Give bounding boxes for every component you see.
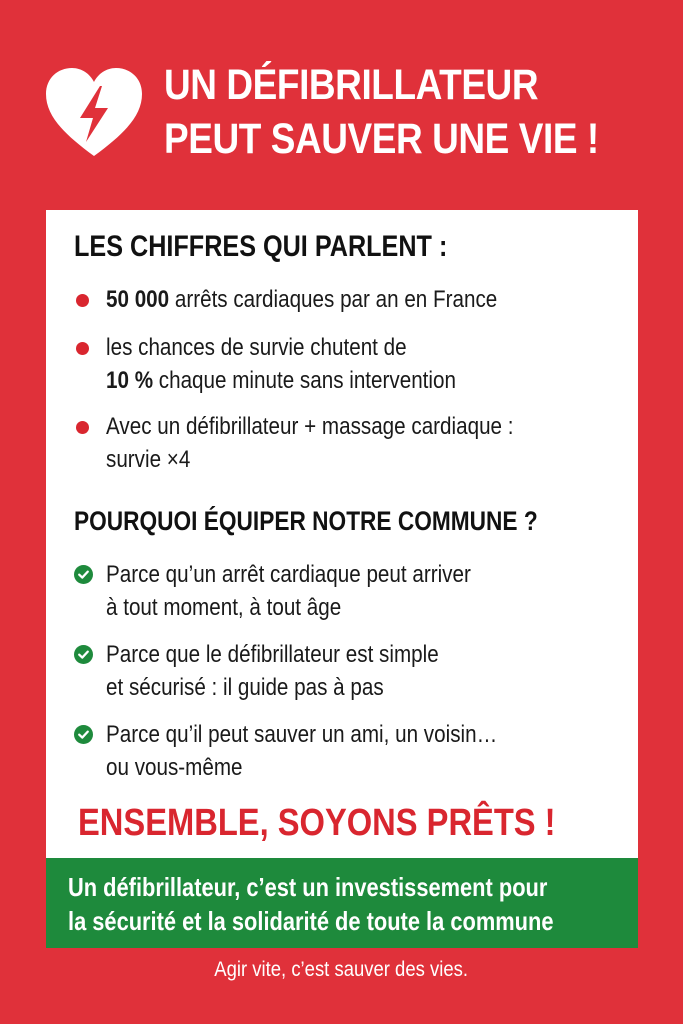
header xyxy=(0,0,683,210)
info-card xyxy=(46,210,638,858)
check-circle-icon xyxy=(74,565,93,584)
slogan: ENSEMBLE, SOYONS PRÊTS ! xyxy=(78,802,556,844)
heart-lightning-icon xyxy=(44,66,144,158)
stat-text: Avec un défibrillateur + massage cardiaque : xyxy=(106,413,514,440)
stat-text: arrêts cardiaques par an en France xyxy=(169,286,498,313)
stat-value: 50 000 xyxy=(106,286,170,313)
reason-text: ou vous-même xyxy=(106,754,243,781)
title-line-1: UN DÉFIBRILLATEUR xyxy=(164,61,539,109)
page-title xyxy=(164,58,603,166)
title-line-2: PEUT SAUVER UNE VIE ! xyxy=(164,115,599,163)
stat-text: les chances de survie chutent de xyxy=(106,334,407,361)
stat-text: chaque minute sans intervention xyxy=(153,367,456,394)
reason-text: Parce qu’il peut sauver un ami, un voisin… xyxy=(106,721,498,748)
banner-line-2: la sécurité et la solidarité de toute la commune xyxy=(68,906,554,936)
stat-text: survie ×4 xyxy=(106,446,191,473)
check-circle-icon xyxy=(74,645,93,664)
stats-heading: LES CHIFFRES QUI PARLENT : xyxy=(74,230,448,263)
bullet-dot-icon xyxy=(76,342,89,355)
banner-line-1: Un défibrillateur, c’est un investissement pour xyxy=(68,872,548,902)
reason-text: Parce que le défibrillateur est simple xyxy=(106,641,439,668)
reason-text: à tout moment, à tout âge xyxy=(106,594,342,621)
footer-tagline xyxy=(0,958,683,982)
stat-value: 10 % xyxy=(106,367,154,394)
green-banner xyxy=(46,858,638,948)
bullet-dot-icon xyxy=(76,421,89,434)
reason-text: Parce qu’un arrêt cardiaque peut arriver xyxy=(106,561,471,588)
check-circle-icon xyxy=(74,725,93,744)
footer-text: Agir vite, c’est sauver des vies. xyxy=(214,958,469,981)
reason-text: et sécurisé : il guide pas à pas xyxy=(106,674,384,701)
reasons-heading: POURQUOI ÉQUIPER NOTRE COMMUNE ? xyxy=(74,506,538,536)
bullet-dot-icon xyxy=(76,294,89,307)
